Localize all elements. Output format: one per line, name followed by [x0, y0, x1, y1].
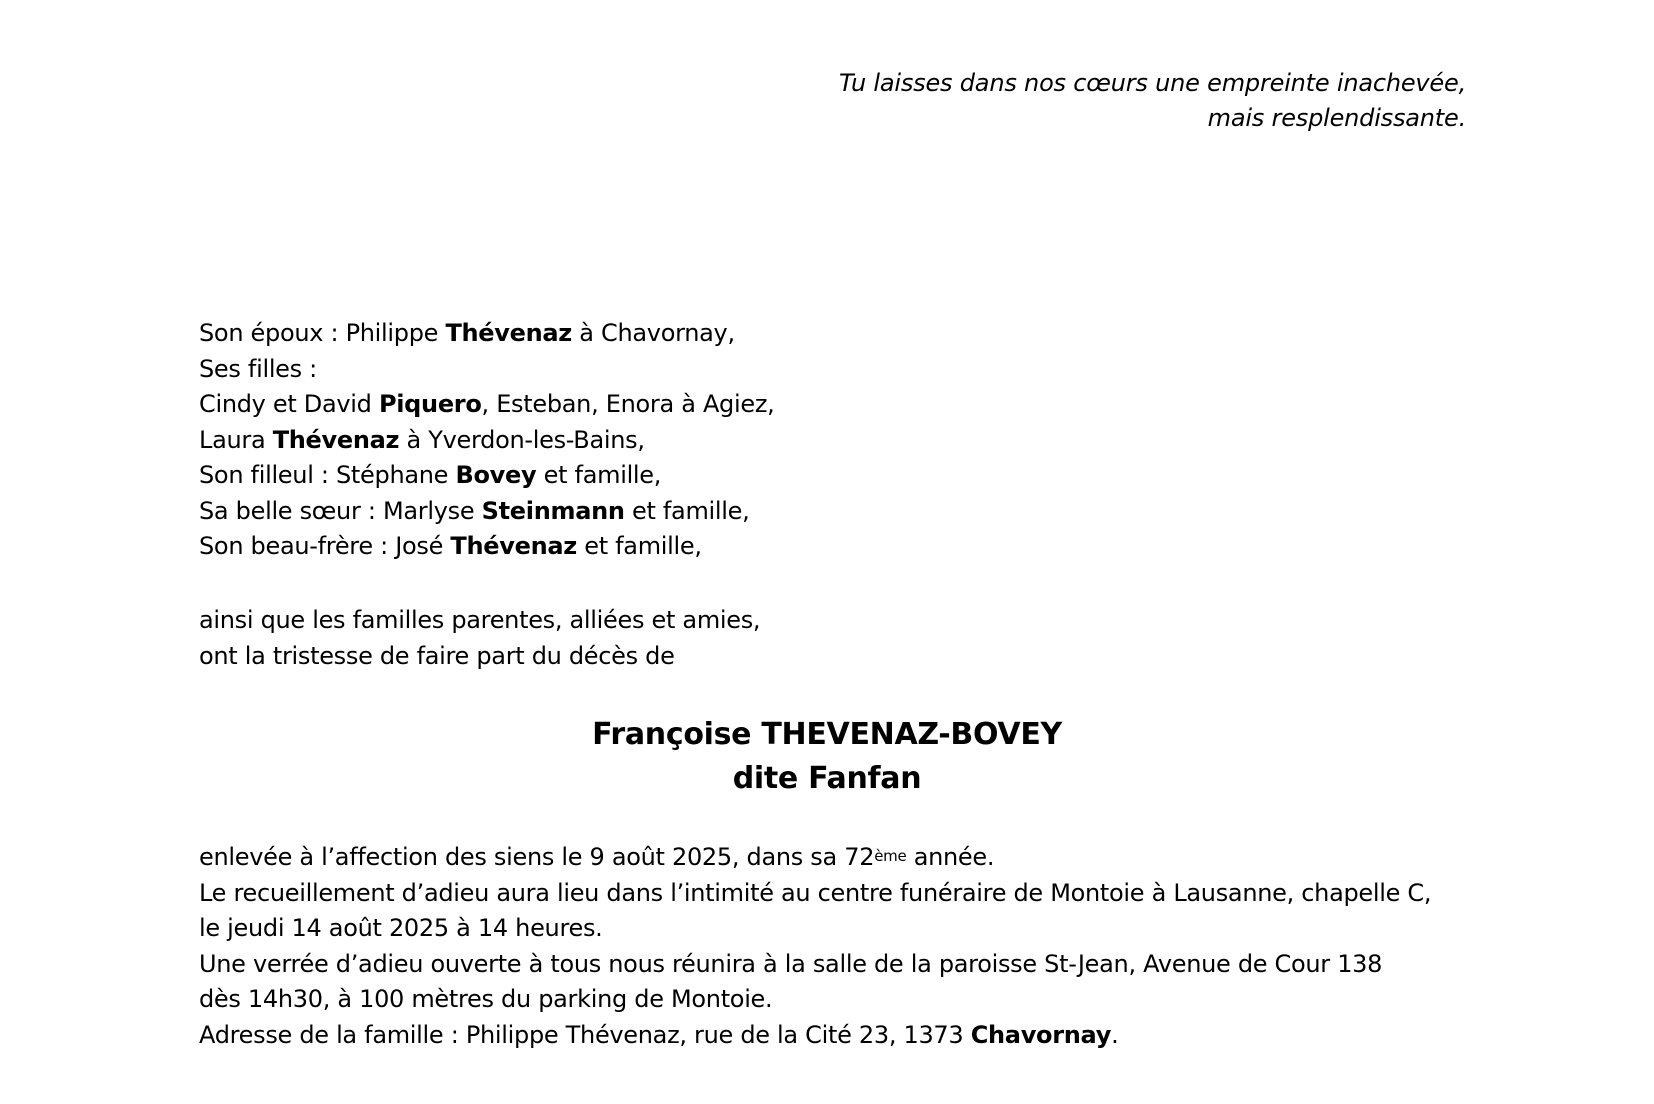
family-line-text: , Esteban, Enora à Agiez,: [481, 390, 775, 418]
details-line-family-address: [199, 1018, 1431, 1054]
family-surname: Bovey: [455, 461, 537, 489]
family-line-text: Son filleul : Stéphane: [199, 461, 456, 489]
epigraph: [839, 66, 1466, 136]
announcement-intro: [199, 603, 760, 674]
details-line-ceremony: Le recueillement d’adieu aura lieu dans l’intimité au centre funéraire de Montoie à Lausanne, chapelle C,: [199, 878, 1432, 907]
family-line-text: Laura: [199, 425, 273, 454]
family-line-sister-in-law: [199, 494, 774, 530]
family-surname: Steinmann: [481, 496, 625, 525]
family-line-spouse: [199, 316, 774, 352]
family-list: [199, 316, 774, 565]
family-line-daughter-cindy: [199, 387, 774, 423]
deceased-nickname: dite Fanfan: [732, 761, 922, 796]
details-text: Adresse de la famille : Philippe Thévenaz, rue de la Cité 23, 1373: [199, 1020, 971, 1049]
family-line-text: et famille,: [576, 532, 702, 560]
ordinal-suffix: ème: [874, 847, 907, 865]
family-line-text: à Chavornay,: [571, 319, 735, 347]
details-text: année.: [906, 843, 995, 871]
intro-line-1: ainsi que les familles parentes, alliées et amies,: [199, 606, 761, 634]
family-line-daughter-laura: [199, 423, 774, 459]
intro-line-2: ont la tristesse de faire part du décès de: [199, 641, 675, 670]
family-line-text: et famille,: [536, 461, 662, 489]
details-text: .: [1111, 1020, 1119, 1049]
family-line-text: et famille,: [624, 496, 750, 525]
family-line-text: Cindy et David: [199, 390, 379, 418]
family-line-text: Sa belle sœur : Marlyse: [199, 496, 482, 525]
details-text: enlevée à l’affection des siens le 9 août 2025, dans sa 72: [199, 843, 875, 871]
family-line-text: Son beau-frère : José: [199, 532, 451, 560]
funeral-details: [199, 840, 1431, 1053]
family-surname: Thévenaz: [450, 532, 577, 560]
family-line-daughters-heading: [199, 352, 774, 388]
address-town: Chavornay: [970, 1020, 1112, 1049]
deceased-name: Françoise THEVENAZ-BOVEY: [592, 717, 1062, 752]
family-surname: Thévenaz: [445, 319, 572, 347]
deceased-name-block: [0, 713, 1654, 801]
details-line-reception-time: dès 14h30, à 100 mètres du parking de Montoie.: [199, 985, 773, 1013]
epigraph-line-2: mais resplendissante.: [1207, 104, 1466, 132]
family-line-text: à Yverdon-les-Bains,: [399, 425, 645, 454]
epigraph-line-1: Tu laisses dans nos cœurs une empreinte inachevée,: [838, 69, 1466, 97]
family-line-brother-in-law: [199, 529, 774, 565]
details-line-reception: Une verrée d’adieu ouverte à tous nous réunira à la salle de la paroisse St-Jean, Avenue de Cour 138: [199, 949, 1383, 978]
family-line-godson: [199, 458, 774, 494]
family-line-text: Son époux : Philippe: [199, 319, 446, 347]
family-surname: Piquero: [378, 390, 482, 418]
details-line-ceremony-date: le jeudi 14 août 2025 à 14 heures.: [199, 914, 603, 942]
family-line-text: Ses filles :: [199, 354, 317, 383]
details-line-death: [199, 840, 1431, 876]
family-surname: Thévenaz: [272, 425, 400, 454]
